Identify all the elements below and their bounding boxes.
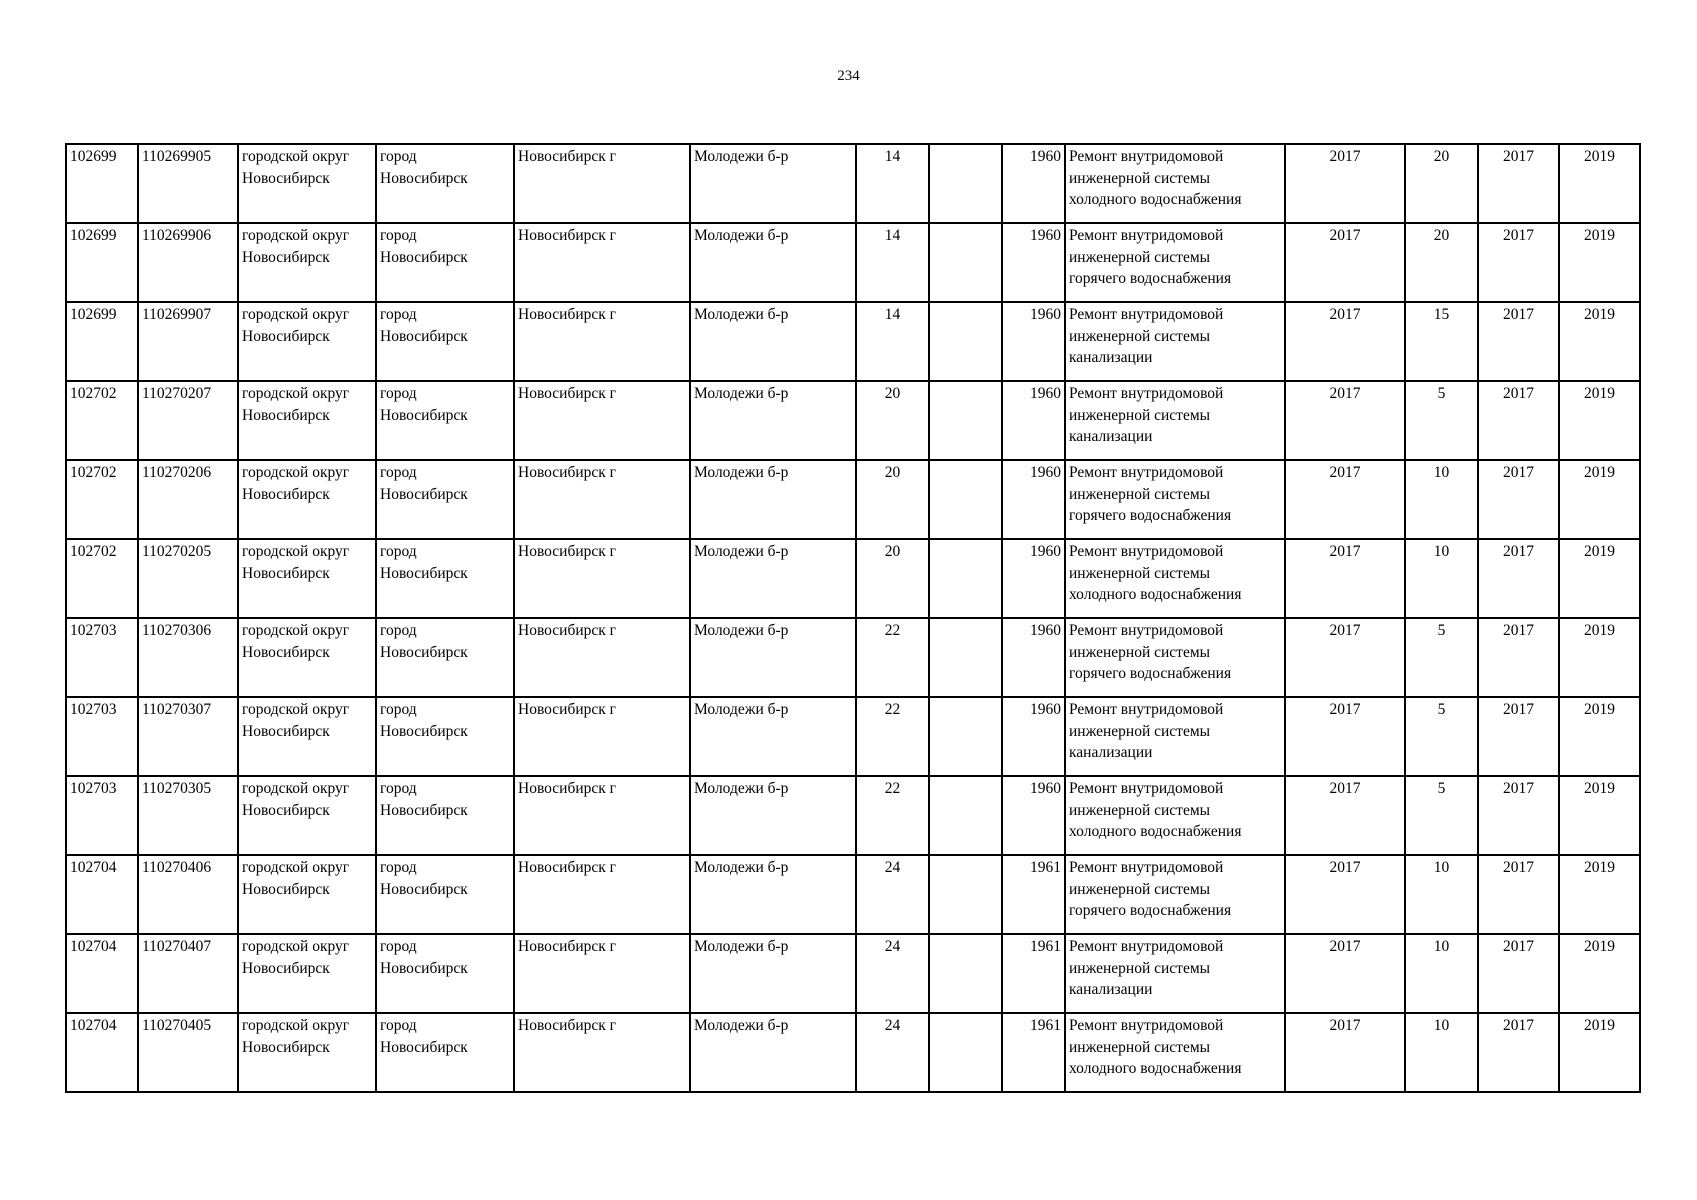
cell-work-description-line: инженерной системы <box>1069 327 1211 345</box>
cell-year-end: 2019 <box>1559 776 1640 855</box>
cell-settlement-line: город <box>380 1017 417 1034</box>
cell-work-description-line: Ремонт внутридомовой <box>1069 1017 1224 1034</box>
table-row <box>66 618 1640 697</box>
cell-municipality <box>238 855 376 934</box>
cell-code: 110269906 <box>138 223 238 302</box>
cell-year-end: 2019 <box>1559 144 1640 223</box>
cell-year-end: 2019 <box>1559 223 1640 302</box>
cell-building <box>929 460 1002 539</box>
cell-settlement-line: Новосибирск <box>380 485 468 503</box>
cell-year-built: 1961 <box>1002 1013 1065 1092</box>
cell-code: 110270205 <box>138 539 238 618</box>
cell-municipality-line: Новосибирск <box>242 801 330 819</box>
cell-house: 22 <box>856 618 929 697</box>
cell-municipality <box>238 539 376 618</box>
cell-code: 110270306 <box>138 618 238 697</box>
cell-municipality-line: городской округ <box>242 306 350 323</box>
cell-settlement <box>376 618 514 697</box>
cell-code: 110270406 <box>138 855 238 934</box>
cell-street: Молодежи б-р <box>690 302 856 381</box>
cell-year-start: 2017 <box>1478 302 1559 381</box>
cell-code: 110270405 <box>138 1013 238 1092</box>
cell-work-description <box>1065 697 1285 776</box>
cell-city: Новосибирск г <box>514 223 690 302</box>
cell-year-end: 2019 <box>1559 855 1640 934</box>
cell-work-description-line: горячего водоснабжения <box>1069 902 1232 919</box>
cell-municipality <box>238 1013 376 1092</box>
table-row <box>66 934 1640 1013</box>
cell-settlement-line: город <box>380 543 417 560</box>
cell-year-built: 1960 <box>1002 776 1065 855</box>
cell-city: Новосибирск г <box>514 776 690 855</box>
cell-percent: 5 <box>1405 697 1478 776</box>
cell-work-description <box>1065 460 1285 539</box>
cell-work-description <box>1065 381 1285 460</box>
cell-percent: 10 <box>1405 539 1478 618</box>
cell-work-description-line: холодного водоснабжения <box>1069 1060 1242 1077</box>
cell-municipality-line: городской округ <box>242 464 350 481</box>
cell-year-plan: 2017 <box>1285 618 1405 697</box>
cell-year-plan: 2017 <box>1285 697 1405 776</box>
cell-year-built: 1960 <box>1002 223 1065 302</box>
cell-work-description-line: Ремонт внутридомовой <box>1069 306 1224 323</box>
cell-work-description-line: инженерной системы <box>1069 485 1211 503</box>
cell-year-end: 2019 <box>1559 1013 1640 1092</box>
cell-settlement-line: Новосибирск <box>380 722 468 740</box>
cell-municipality-line: Новосибирск <box>242 880 330 898</box>
cell-work-description-line: канализации <box>1069 981 1153 998</box>
cell-settlement-line: город <box>380 938 417 955</box>
cell-work-description-line: инженерной системы <box>1069 722 1211 740</box>
cell-city: Новосибирск г <box>514 539 690 618</box>
cell-id: 102703 <box>66 618 138 697</box>
cell-year-end: 2019 <box>1559 539 1640 618</box>
cell-settlement-line: Новосибирск <box>380 564 468 582</box>
cell-year-start: 2017 <box>1478 144 1559 223</box>
cell-year-end: 2019 <box>1559 460 1640 539</box>
cell-city: Новосибирск г <box>514 381 690 460</box>
cell-settlement <box>376 302 514 381</box>
cell-settlement-line: город <box>380 701 417 718</box>
cell-year-built: 1961 <box>1002 855 1065 934</box>
cell-year-plan: 2017 <box>1285 302 1405 381</box>
cell-settlement <box>376 539 514 618</box>
cell-settlement-line: город <box>380 306 417 323</box>
cell-work-description-line: Ремонт внутридомовой <box>1069 148 1224 165</box>
table-row <box>66 1013 1640 1092</box>
cell-municipality-line: Новосибирск <box>242 485 330 503</box>
cell-id: 102699 <box>66 144 138 223</box>
cell-municipality-line: Новосибирск <box>242 169 330 187</box>
cell-id: 102699 <box>66 223 138 302</box>
cell-work-description-line: горячего водоснабжения <box>1069 507 1232 524</box>
cell-year-start: 2017 <box>1478 776 1559 855</box>
table-body <box>66 144 1640 1092</box>
cell-house: 24 <box>856 1013 929 1092</box>
cell-year-start: 2017 <box>1478 855 1559 934</box>
cell-municipality <box>238 381 376 460</box>
cell-municipality <box>238 302 376 381</box>
cell-settlement <box>376 776 514 855</box>
cell-house: 20 <box>856 460 929 539</box>
cell-year-plan: 2017 <box>1285 1013 1405 1092</box>
cell-city: Новосибирск г <box>514 144 690 223</box>
cell-code: 110270207 <box>138 381 238 460</box>
cell-work-description-line: Ремонт внутридомовой <box>1069 938 1224 955</box>
cell-building <box>929 144 1002 223</box>
cell-year-built: 1960 <box>1002 618 1065 697</box>
cell-work-description-line: инженерной системы <box>1069 248 1211 266</box>
registry-table <box>65 143 1641 1093</box>
cell-settlement-line: город <box>380 227 417 244</box>
cell-municipality <box>238 776 376 855</box>
cell-settlement-line: Новосибирск <box>380 327 468 345</box>
cell-work-description-line: холодного водоснабжения <box>1069 823 1242 840</box>
cell-work-description <box>1065 539 1285 618</box>
cell-settlement <box>376 697 514 776</box>
cell-municipality <box>238 934 376 1013</box>
cell-year-end: 2019 <box>1559 934 1640 1013</box>
cell-year-end: 2019 <box>1559 302 1640 381</box>
cell-year-built: 1960 <box>1002 381 1065 460</box>
cell-settlement-line: город <box>380 148 417 165</box>
cell-percent: 5 <box>1405 776 1478 855</box>
cell-municipality-line: городской округ <box>242 227 350 244</box>
cell-code: 110269905 <box>138 144 238 223</box>
cell-work-description-line: Ремонт внутридомовой <box>1069 701 1224 718</box>
cell-work-description <box>1065 302 1285 381</box>
cell-building <box>929 618 1002 697</box>
cell-building <box>929 1013 1002 1092</box>
cell-year-built: 1960 <box>1002 144 1065 223</box>
cell-municipality-line: городской округ <box>242 622 350 639</box>
cell-year-built: 1960 <box>1002 697 1065 776</box>
cell-house: 24 <box>856 934 929 1013</box>
cell-year-start: 2017 <box>1478 381 1559 460</box>
cell-code: 110270307 <box>138 697 238 776</box>
page-number: 234 <box>837 68 860 84</box>
cell-year-built: 1960 <box>1002 539 1065 618</box>
cell-city: Новосибирск г <box>514 618 690 697</box>
cell-percent: 10 <box>1405 934 1478 1013</box>
cell-city: Новосибирск г <box>514 697 690 776</box>
cell-building <box>929 776 1002 855</box>
table-row <box>66 302 1640 381</box>
cell-code: 110270407 <box>138 934 238 1013</box>
cell-work-description-line: канализации <box>1069 349 1153 366</box>
cell-house: 20 <box>856 539 929 618</box>
cell-percent: 20 <box>1405 223 1478 302</box>
cell-work-description-line: холодного водоснабжения <box>1069 191 1242 208</box>
cell-municipality <box>238 618 376 697</box>
cell-percent: 20 <box>1405 144 1478 223</box>
cell-year-start: 2017 <box>1478 539 1559 618</box>
cell-city: Новосибирск г <box>514 460 690 539</box>
cell-municipality-line: городской округ <box>242 938 350 955</box>
cell-year-start: 2017 <box>1478 934 1559 1013</box>
cell-year-start: 2017 <box>1478 618 1559 697</box>
cell-house: 14 <box>856 144 929 223</box>
cell-year-end: 2019 <box>1559 381 1640 460</box>
cell-work-description-line: Ремонт внутридомовой <box>1069 543 1224 560</box>
cell-settlement <box>376 460 514 539</box>
cell-street: Молодежи б-р <box>690 460 856 539</box>
cell-year-end: 2019 <box>1559 697 1640 776</box>
cell-city: Новосибирск г <box>514 855 690 934</box>
cell-street: Молодежи б-р <box>690 855 856 934</box>
cell-year-built: 1960 <box>1002 460 1065 539</box>
cell-work-description-line: горячего водоснабжения <box>1069 270 1232 287</box>
cell-work-description-line: инженерной системы <box>1069 959 1211 977</box>
cell-year-plan: 2017 <box>1285 934 1405 1013</box>
cell-code: 110270206 <box>138 460 238 539</box>
cell-municipality <box>238 144 376 223</box>
cell-settlement <box>376 1013 514 1092</box>
cell-street: Молодежи б-р <box>690 697 856 776</box>
cell-work-description-line: инженерной системы <box>1069 801 1211 819</box>
cell-percent: 10 <box>1405 460 1478 539</box>
cell-municipality-line: городской округ <box>242 701 350 718</box>
cell-street: Молодежи б-р <box>690 1013 856 1092</box>
cell-settlement-line: Новосибирск <box>380 248 468 266</box>
cell-year-plan: 2017 <box>1285 776 1405 855</box>
table-row <box>66 539 1640 618</box>
cell-building <box>929 302 1002 381</box>
cell-work-description-line: Ремонт внутридомовой <box>1069 464 1224 481</box>
cell-municipality-line: Новосибирск <box>242 327 330 345</box>
cell-year-plan: 2017 <box>1285 144 1405 223</box>
cell-municipality-line: Новосибирск <box>242 643 330 661</box>
cell-settlement <box>376 144 514 223</box>
cell-settlement-line: Новосибирск <box>380 406 468 424</box>
cell-id: 102704 <box>66 1013 138 1092</box>
cell-house: 22 <box>856 776 929 855</box>
cell-settlement <box>376 934 514 1013</box>
cell-work-description-line: Ремонт внутридомовой <box>1069 385 1224 402</box>
cell-settlement <box>376 855 514 934</box>
cell-id: 102704 <box>66 934 138 1013</box>
cell-settlement-line: Новосибирск <box>380 880 468 898</box>
cell-work-description-line: инженерной системы <box>1069 564 1211 582</box>
cell-id: 102704 <box>66 855 138 934</box>
cell-work-description-line: инженерной системы <box>1069 406 1211 424</box>
table-row <box>66 381 1640 460</box>
cell-street: Молодежи б-р <box>690 776 856 855</box>
cell-work-description-line: холодного водоснабжения <box>1069 586 1242 603</box>
cell-percent: 10 <box>1405 855 1478 934</box>
cell-id: 102703 <box>66 697 138 776</box>
cell-work-description-line: Ремонт внутридомовой <box>1069 859 1224 876</box>
cell-id: 102702 <box>66 381 138 460</box>
cell-city: Новосибирск г <box>514 934 690 1013</box>
cell-house: 14 <box>856 302 929 381</box>
table-row <box>66 697 1640 776</box>
cell-municipality-line: городской округ <box>242 385 350 402</box>
cell-settlement-line: город <box>380 859 417 876</box>
table-row <box>66 223 1640 302</box>
cell-city: Новосибирск г <box>514 302 690 381</box>
cell-work-description-line: Ремонт внутридомовой <box>1069 622 1224 639</box>
cell-work-description-line: инженерной системы <box>1069 643 1211 661</box>
cell-settlement-line: город <box>380 622 417 639</box>
cell-house: 20 <box>856 381 929 460</box>
cell-building <box>929 223 1002 302</box>
table-row <box>66 776 1640 855</box>
cell-work-description-line: инженерной системы <box>1069 880 1211 898</box>
cell-building <box>929 697 1002 776</box>
cell-work-description-line: Ремонт внутридомовой <box>1069 780 1224 797</box>
cell-house: 22 <box>856 697 929 776</box>
cell-year-plan: 2017 <box>1285 539 1405 618</box>
cell-street: Молодежи б-р <box>690 934 856 1013</box>
cell-work-description <box>1065 1013 1285 1092</box>
cell-building <box>929 381 1002 460</box>
cell-percent: 15 <box>1405 302 1478 381</box>
cell-municipality-line: Новосибирск <box>242 959 330 977</box>
cell-work-description <box>1065 776 1285 855</box>
cell-street: Молодежи б-р <box>690 381 856 460</box>
cell-municipality-line: городской округ <box>242 543 350 560</box>
cell-municipality <box>238 460 376 539</box>
cell-street: Молодежи б-р <box>690 618 856 697</box>
cell-settlement <box>376 223 514 302</box>
cell-year-start: 2017 <box>1478 1013 1559 1092</box>
cell-municipality-line: Новосибирск <box>242 248 330 266</box>
cell-street: Молодежи б-р <box>690 144 856 223</box>
cell-house: 14 <box>856 223 929 302</box>
cell-year-plan: 2017 <box>1285 223 1405 302</box>
cell-settlement-line: Новосибирск <box>380 801 468 819</box>
cell-municipality-line: городской округ <box>242 780 350 797</box>
cell-municipality-line: Новосибирск <box>242 406 330 424</box>
cell-municipality <box>238 697 376 776</box>
table-row <box>66 460 1640 539</box>
cell-work-description <box>1065 223 1285 302</box>
table-row <box>66 855 1640 934</box>
cell-work-description-line: канализации <box>1069 744 1153 761</box>
cell-municipality-line: городской округ <box>242 859 350 876</box>
cell-year-plan: 2017 <box>1285 855 1405 934</box>
cell-work-description <box>1065 144 1285 223</box>
cell-work-description-line: инженерной системы <box>1069 1038 1211 1056</box>
cell-work-description-line: канализации <box>1069 428 1153 445</box>
cell-year-start: 2017 <box>1478 697 1559 776</box>
cell-percent: 10 <box>1405 1013 1478 1092</box>
cell-municipality-line: городской округ <box>242 1017 350 1034</box>
cell-street: Молодежи б-р <box>690 539 856 618</box>
cell-year-built: 1961 <box>1002 934 1065 1013</box>
cell-building <box>929 855 1002 934</box>
cell-settlement <box>376 381 514 460</box>
table-row <box>66 144 1640 223</box>
cell-work-description <box>1065 855 1285 934</box>
cell-code: 110269907 <box>138 302 238 381</box>
cell-settlement-line: город <box>380 385 417 402</box>
cell-year-start: 2017 <box>1478 460 1559 539</box>
cell-house: 24 <box>856 855 929 934</box>
cell-settlement-line: Новосибирск <box>380 959 468 977</box>
cell-year-plan: 2017 <box>1285 460 1405 539</box>
cell-id: 102702 <box>66 460 138 539</box>
cell-street: Молодежи б-р <box>690 223 856 302</box>
cell-work-description <box>1065 934 1285 1013</box>
cell-municipality-line: Новосибирск <box>242 722 330 740</box>
cell-year-plan: 2017 <box>1285 381 1405 460</box>
cell-settlement-line: Новосибирск <box>380 643 468 661</box>
cell-municipality-line: Новосибирск <box>242 564 330 582</box>
cell-percent: 5 <box>1405 381 1478 460</box>
cell-municipality-line: городской округ <box>242 148 350 165</box>
cell-settlement-line: город <box>380 780 417 797</box>
cell-year-end: 2019 <box>1559 618 1640 697</box>
cell-id: 102703 <box>66 776 138 855</box>
cell-building <box>929 934 1002 1013</box>
cell-municipality <box>238 223 376 302</box>
cell-year-start: 2017 <box>1478 223 1559 302</box>
cell-settlement-line: Новосибирск <box>380 1038 468 1056</box>
cell-id: 102699 <box>66 302 138 381</box>
cell-building <box>929 539 1002 618</box>
cell-work-description-line: горячего водоснабжения <box>1069 665 1232 682</box>
cell-city: Новосибирск г <box>514 1013 690 1092</box>
cell-year-built: 1960 <box>1002 302 1065 381</box>
cell-id: 102702 <box>66 539 138 618</box>
cell-percent: 5 <box>1405 618 1478 697</box>
cell-settlement-line: город <box>380 464 417 481</box>
cell-municipality-line: Новосибирск <box>242 1038 330 1056</box>
cell-settlement-line: Новосибирск <box>380 169 468 187</box>
cell-work-description-line: инженерной системы <box>1069 169 1211 187</box>
cell-code: 110270305 <box>138 776 238 855</box>
cell-work-description <box>1065 618 1285 697</box>
cell-work-description-line: Ремонт внутридомовой <box>1069 227 1224 244</box>
